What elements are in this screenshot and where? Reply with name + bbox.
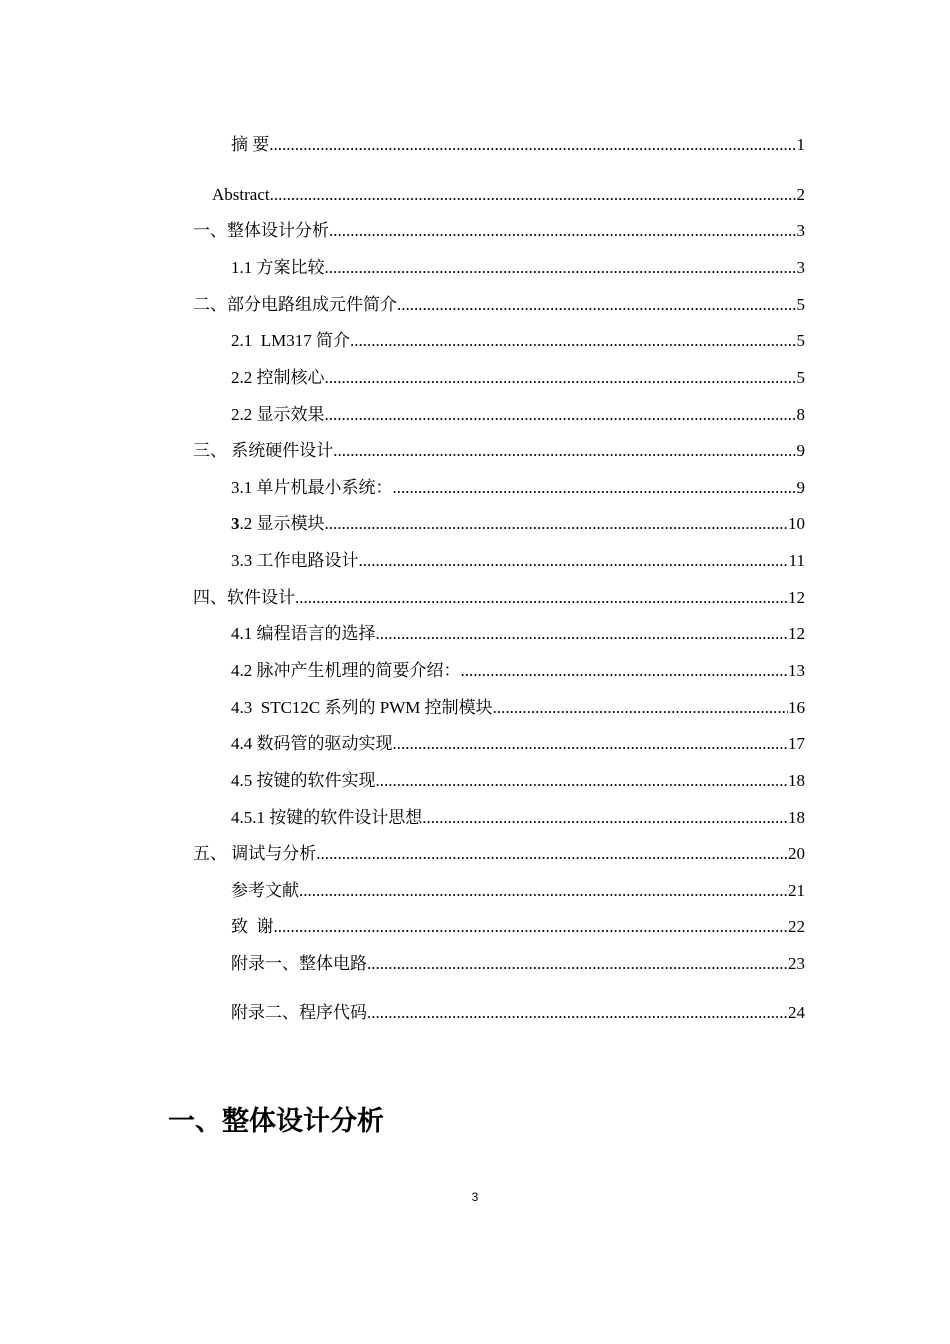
toc-entry-references[interactable] [231,878,805,902]
toc-entry-section-2-2-control[interactable] [231,365,805,389]
toc-label: 4.4 数码管的驱动实现 [231,734,393,753]
toc-entry-chapter-4[interactable] [193,585,805,609]
toc-page-number: 18 [788,808,805,827]
toc-label: 五、 调试与分析 [193,844,317,863]
toc-label-bold-prefix: 3 [231,514,240,533]
toc-page-number: 8 [796,405,805,424]
toc-page-number: 22 [788,917,805,936]
toc-leader-dots [393,477,797,499]
toc-label: 一、整体设计分析 [193,221,329,240]
toc-entry-section-1-1[interactable] [231,255,805,279]
toc-page-number: 9 [796,441,805,460]
toc-leader-dots [461,660,789,682]
toc-page-number: 23 [788,954,805,973]
toc-leader-dots [350,330,797,352]
toc-label: 4.5.1 按键的软件设计思想 [231,808,423,827]
toc-leader-dots [316,843,788,865]
toc-page-number: 3 [796,221,805,240]
toc-label: 4.3 STC12C 系列的 PWM 控制模块 [231,698,493,717]
toc-page-number: 12 [788,624,805,643]
toc-page-number: 11 [788,551,805,570]
toc-leader-dots [359,550,789,572]
toc-leader-dots [493,697,788,719]
toc-entry-section-4-5-1[interactable] [231,805,805,829]
toc-leader-dots [367,1002,788,1024]
toc-label: 致 谢 [231,917,274,936]
toc-label: 4.2 脉冲产生机理的简要介绍： [231,661,461,680]
toc-entry-acknowledgements[interactable] [231,914,805,938]
toc-entry-section-3-1[interactable] [231,475,805,499]
toc-page-number: 21 [788,881,805,900]
toc-page-number: 16 [788,698,805,717]
toc-leader-dots [295,587,788,609]
toc-label: 2.2 显示效果 [231,405,325,424]
toc-entry-abstract-cn[interactable] [231,132,805,156]
toc-page-number: 3 [796,258,805,277]
toc-label: 三、 系统硬件设计 [193,441,334,460]
toc-label: 3.1 单片机最小系统： [231,478,393,497]
toc-leader-dots [270,184,797,206]
toc-label: 参考文献 [231,881,299,900]
toc-label: 附录一、整体电路 [231,954,367,973]
toc-label-text: .2 显示模块 [239,514,325,533]
toc-leader-dots [376,770,789,792]
toc-label: Abstract [212,185,270,204]
toc-entry-section-3-3[interactable] [231,548,805,572]
toc-leader-dots [376,623,789,645]
toc-page-number: 20 [788,844,805,863]
toc-entry-section-4-5[interactable] [231,768,805,792]
toc-leader-dots [333,440,796,462]
toc-entry-section-4-4[interactable] [231,731,805,755]
toc-entry-chapter-5[interactable] [193,841,805,865]
toc-page-number: 12 [788,588,805,607]
toc-entry-appendix-2[interactable] [231,1000,805,1024]
toc-entry-section-2-1[interactable] [231,328,805,352]
toc-page-number: 5 [796,295,805,314]
toc-page-number: 5 [796,331,805,350]
toc-leader-dots [274,916,789,938]
toc-label: 摘 要 [231,135,270,154]
toc-entry-chapter-2[interactable] [193,292,805,316]
toc-label: 1.1 方案比较 [231,258,325,277]
toc-page-number: 1 [796,135,805,154]
toc-page-number: 2 [796,185,805,204]
toc-leader-dots [367,953,788,975]
toc-label: 二、部分电路组成元件简介 [193,295,397,314]
toc-entry-section-4-2[interactable] [231,658,805,682]
toc-leader-dots [422,807,788,829]
toc-entry-abstract-en[interactable] [212,182,805,206]
toc-page-number: 24 [788,1003,805,1022]
toc-label: 4.5 按键的软件实现 [231,771,376,790]
toc-entry-section-3-2[interactable] [231,511,805,535]
toc-label: 2.1 LM317 简介 [231,331,350,350]
toc-label: 4.1 编程语言的选择 [231,624,376,643]
toc-label: 2.2 控制核心 [231,368,325,387]
toc-page-number: 9 [796,478,805,497]
toc-page-number: 5 [796,368,805,387]
toc-leader-dots [299,880,788,902]
toc-page-number: 18 [788,771,805,790]
toc-leader-dots [393,733,789,755]
toc-leader-dots [397,294,797,316]
toc-label [231,513,325,535]
toc-leader-dots [269,134,796,156]
toc-entry-section-4-1[interactable] [231,621,805,645]
toc-entry-chapter-3[interactable] [193,438,805,462]
toc-leader-dots [325,404,797,426]
toc-label: 3.3 工作电路设计 [231,551,359,570]
toc-leader-dots [325,513,789,535]
page-number-footer: 3 [471,1190,479,1204]
chapter-heading: 一、整体设计分析 [168,1106,384,1137]
toc-label: 附录二、程序代码 [231,1003,367,1022]
toc-entry-section-4-3[interactable] [231,695,805,719]
toc-entry-chapter-1[interactable] [193,218,805,242]
toc-leader-dots [325,367,797,389]
toc-entry-section-2-2-display[interactable] [231,402,805,426]
toc-entry-appendix-1[interactable] [231,951,805,975]
toc-page-number: 13 [788,661,805,680]
toc-leader-dots [325,257,797,279]
toc-page-number: 17 [788,734,805,753]
toc-leader-dots [329,220,797,242]
toc-label: 四、软件设计 [193,588,295,607]
toc-page-number: 10 [788,514,805,533]
